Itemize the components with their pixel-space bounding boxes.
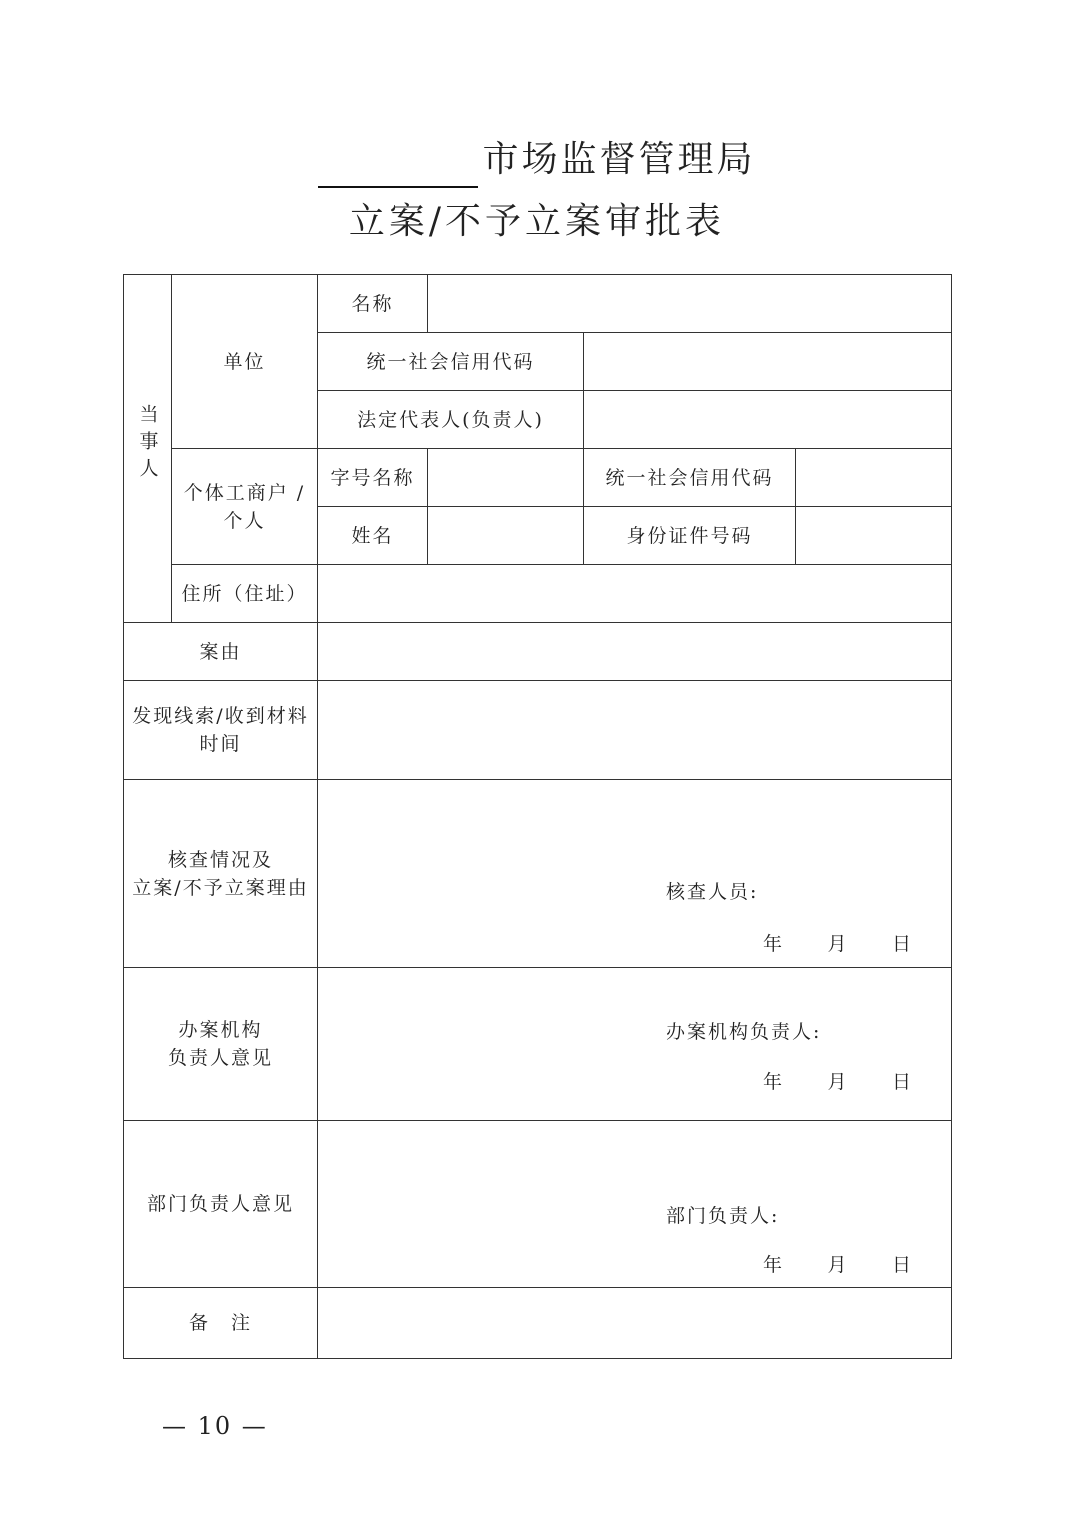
trade-name-label: 字号名称: [318, 449, 428, 507]
case-reason-label: 案由: [124, 623, 318, 681]
remarks-label: 备 注: [124, 1288, 318, 1359]
office-opinion-label: [124, 968, 318, 1121]
dept-head-signature-label: 部门负责人:: [666, 1205, 780, 1227]
id-number-label: 身份证件号码: [584, 507, 796, 565]
remarks-field[interactable]: [318, 1288, 952, 1359]
case-reason-field[interactable]: [318, 623, 952, 681]
unit-name-row: [124, 275, 952, 333]
address-label: 住所（住址）: [172, 565, 318, 623]
discovery-time-field[interactable]: [318, 681, 952, 780]
dept-opinion-label: 部门负责人意见: [124, 1121, 318, 1288]
id-number-field[interactable]: [796, 507, 952, 565]
trade-name-field[interactable]: [428, 449, 584, 507]
office-opinion-label-line1: 办案机构: [178, 1019, 263, 1041]
approval-form-table: [123, 274, 952, 1359]
legal-rep-label: 法定代表人(负责人): [318, 391, 584, 449]
remarks-row: [124, 1288, 952, 1359]
page-number: — 10 —: [162, 1412, 268, 1440]
verification-label-line2: 立案/不予立案理由: [132, 876, 309, 899]
form-header: [0, 132, 1074, 250]
person-name-label: 姓名: [318, 507, 428, 565]
verification-label: [124, 780, 318, 968]
agency-suffix: 市场监督管理局: [482, 139, 756, 180]
month-label: 月: [827, 1071, 849, 1093]
year-label: 年: [763, 1071, 785, 1093]
person-name-field[interactable]: [428, 507, 584, 565]
discovery-time-label: 发现线索/收到材料时间: [124, 681, 318, 780]
year-label: 年: [763, 1254, 785, 1276]
individual-credit-code-field[interactable]: [796, 449, 952, 507]
year-label: 年: [763, 933, 785, 955]
unit-name-field[interactable]: [428, 275, 952, 333]
legal-rep-field[interactable]: [584, 391, 952, 449]
discovery-time-row: [124, 681, 952, 780]
office-opinion-field[interactable]: [318, 968, 952, 1121]
office-opinion-date: [763, 1068, 913, 1096]
office-opinion-row: [124, 968, 952, 1121]
dept-opinion-row: [124, 1121, 952, 1288]
unit-label: 单位: [172, 275, 318, 449]
trade-name-row: [124, 449, 952, 507]
unit-credit-code-label: 统一社会信用代码: [318, 333, 584, 391]
individual-label: 个体工商户 / 个人: [172, 449, 318, 565]
agency-title: [0, 132, 1074, 188]
verification-field[interactable]: [318, 780, 952, 968]
dept-opinion-field[interactable]: [318, 1121, 952, 1288]
dept-opinion-date: [763, 1251, 913, 1279]
verification-row: [124, 780, 952, 968]
case-reason-row: [124, 623, 952, 681]
day-label: 日: [891, 1071, 913, 1093]
individual-credit-code-label: 统一社会信用代码: [584, 449, 796, 507]
form-title: 立案/不予立案审批表: [348, 201, 726, 242]
month-label: 月: [827, 1254, 849, 1276]
address-field[interactable]: [318, 565, 952, 623]
party-label-cell: [124, 275, 172, 623]
verification-label-line1: 核查情况及: [167, 848, 273, 871]
office-head-signature-label: 办案机构负责人:: [666, 1021, 822, 1043]
verification-date: [763, 930, 913, 958]
address-row: [124, 565, 952, 623]
month-label: 月: [827, 933, 849, 955]
unit-credit-code-field[interactable]: [584, 333, 952, 391]
verifier-signature-label: 核查人员:: [666, 881, 759, 903]
day-label: 日: [891, 1254, 913, 1276]
agency-name-blank[interactable]: [318, 142, 478, 188]
day-label: 日: [891, 933, 913, 955]
unit-name-label: 名称: [318, 275, 428, 333]
office-opinion-label-line2: 负责人意见: [167, 1047, 273, 1069]
party-label: 当事人: [136, 404, 159, 485]
